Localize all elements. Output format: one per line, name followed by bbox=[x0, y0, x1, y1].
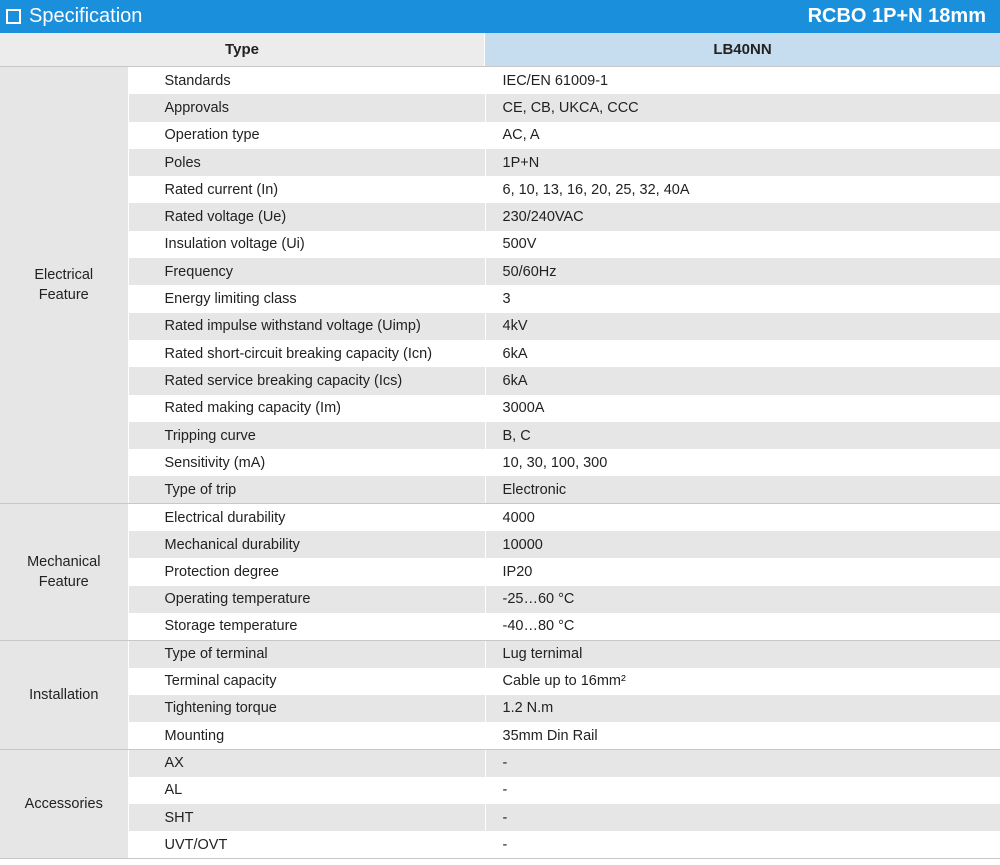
table-row bbox=[0, 722, 1000, 749]
table-row bbox=[0, 231, 1000, 258]
table-row bbox=[0, 640, 1000, 667]
param-value: -25…60 °C bbox=[485, 586, 1000, 613]
param-value: 1P+N bbox=[485, 149, 1000, 176]
param-value: Lug ternimal bbox=[485, 640, 1000, 667]
param-name: Rated current (In) bbox=[128, 176, 485, 203]
param-name: Rated impulse withstand voltage (Uimp) bbox=[128, 313, 485, 340]
table-row bbox=[0, 831, 1000, 858]
table-row bbox=[0, 804, 1000, 831]
table-row bbox=[0, 695, 1000, 722]
group-label: Mechanical Feature bbox=[0, 504, 128, 640]
table-row bbox=[0, 176, 1000, 203]
param-value: Electronic bbox=[485, 476, 1000, 503]
table-row bbox=[0, 504, 1000, 531]
spec-table bbox=[0, 67, 1000, 859]
table-row bbox=[0, 476, 1000, 503]
param-value: 3 bbox=[485, 285, 1000, 312]
param-value: 6kA bbox=[485, 367, 1000, 394]
param-name: Mechanical durability bbox=[128, 531, 485, 558]
param-name: Mounting bbox=[128, 722, 485, 749]
spec-banner bbox=[0, 0, 1000, 33]
param-value: AC, A bbox=[485, 122, 1000, 149]
param-value: - bbox=[485, 804, 1000, 831]
table-row bbox=[0, 67, 1000, 94]
param-value: 10000 bbox=[485, 531, 1000, 558]
param-value: 6, 10, 13, 16, 20, 25, 32, 40A bbox=[485, 176, 1000, 203]
table-row bbox=[0, 149, 1000, 176]
page-title: Specification bbox=[29, 5, 143, 27]
table-row bbox=[0, 749, 1000, 776]
param-value: 500V bbox=[485, 231, 1000, 258]
param-value: IEC/EN 61009-1 bbox=[485, 67, 1000, 94]
param-value: 4kV bbox=[485, 313, 1000, 340]
table-header bbox=[0, 33, 1000, 67]
param-value: Cable up to 16mm² bbox=[485, 668, 1000, 695]
param-name: Approvals bbox=[128, 94, 485, 121]
param-value: 6kA bbox=[485, 340, 1000, 367]
param-value: 35mm Din Rail bbox=[485, 722, 1000, 749]
table-row bbox=[0, 613, 1000, 640]
table-row bbox=[0, 586, 1000, 613]
param-name: Electrical durability bbox=[128, 504, 485, 531]
param-value: - bbox=[485, 749, 1000, 776]
table-row bbox=[0, 531, 1000, 558]
table-row bbox=[0, 558, 1000, 585]
param-value: 4000 bbox=[485, 504, 1000, 531]
param-name: Tripping curve bbox=[128, 422, 485, 449]
param-name: Storage temperature bbox=[128, 613, 485, 640]
table-row bbox=[0, 340, 1000, 367]
table-row bbox=[0, 367, 1000, 394]
type-header-value: LB40NN bbox=[485, 33, 1000, 66]
param-name: UVT/OVT bbox=[128, 831, 485, 858]
param-value: 50/60Hz bbox=[485, 258, 1000, 285]
param-value: B, C bbox=[485, 422, 1000, 449]
param-value: 3000A bbox=[485, 395, 1000, 422]
table-row bbox=[0, 94, 1000, 121]
group-label: Installation bbox=[0, 640, 128, 749]
param-name: AL bbox=[128, 777, 485, 804]
param-name: Tightening torque bbox=[128, 695, 485, 722]
param-name: Terminal capacity bbox=[128, 668, 485, 695]
param-name: SHT bbox=[128, 804, 485, 831]
param-name: Insulation voltage (Ui) bbox=[128, 231, 485, 258]
spec-table-body bbox=[0, 67, 1000, 859]
param-name: Rated service breaking capacity (Ics) bbox=[128, 367, 485, 394]
table-row bbox=[0, 422, 1000, 449]
param-value: 230/240VAC bbox=[485, 203, 1000, 230]
param-name: AX bbox=[128, 749, 485, 776]
table-row bbox=[0, 777, 1000, 804]
table-row bbox=[0, 668, 1000, 695]
param-value: IP20 bbox=[485, 558, 1000, 585]
param-name: Type of terminal bbox=[128, 640, 485, 667]
table-row bbox=[0, 313, 1000, 340]
param-name: Frequency bbox=[128, 258, 485, 285]
param-value: - bbox=[485, 777, 1000, 804]
checkbox-square-icon bbox=[6, 9, 21, 24]
table-row bbox=[0, 449, 1000, 476]
table-row bbox=[0, 122, 1000, 149]
param-name: Rated short-circuit breaking capacity (Icn) bbox=[128, 340, 485, 367]
table-row bbox=[0, 203, 1000, 230]
param-name: Poles bbox=[128, 149, 485, 176]
table-row bbox=[0, 285, 1000, 312]
table-row bbox=[0, 258, 1000, 285]
product-model-title: RCBO 1P+N 18mm bbox=[807, 5, 986, 27]
param-value: CE, CB, UKCA, CCC bbox=[485, 94, 1000, 121]
param-name: Operating temperature bbox=[128, 586, 485, 613]
banner-left bbox=[6, 5, 142, 28]
param-value: -40…80 °C bbox=[485, 613, 1000, 640]
param-name: Type of trip bbox=[128, 476, 485, 503]
param-value: 10, 30, 100, 300 bbox=[485, 449, 1000, 476]
param-name: Energy limiting class bbox=[128, 285, 485, 312]
param-name: Rated making capacity (Im) bbox=[128, 395, 485, 422]
table-row bbox=[0, 395, 1000, 422]
param-name: Rated voltage (Ue) bbox=[128, 203, 485, 230]
param-value: 1.2 N.m bbox=[485, 695, 1000, 722]
param-name: Standards bbox=[128, 67, 485, 94]
param-value: - bbox=[485, 831, 1000, 858]
param-name: Protection degree bbox=[128, 558, 485, 585]
group-label: Electrical Feature bbox=[0, 67, 128, 504]
param-name: Operation type bbox=[128, 122, 485, 149]
group-label: Accessories bbox=[0, 749, 128, 858]
type-header-label: Type bbox=[0, 33, 485, 66]
param-name: Sensitivity (mA) bbox=[128, 449, 485, 476]
